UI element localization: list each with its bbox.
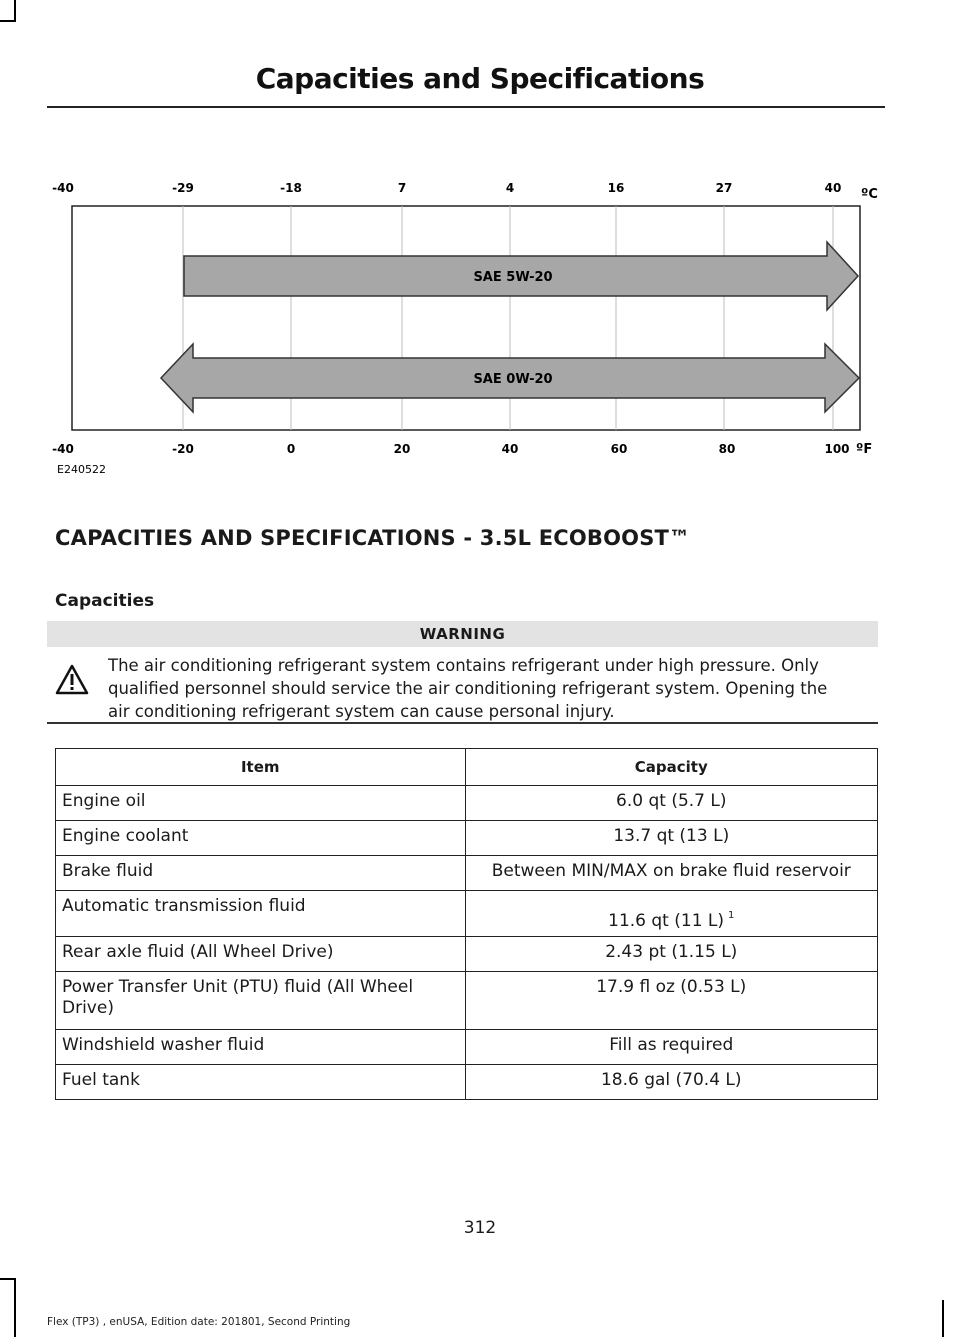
subsection-heading: Capacities (55, 591, 155, 611)
section-heading: CAPACITIES AND SPECIFICATIONS - 3.5L ECOBOOST™ (55, 526, 691, 550)
table-row (56, 891, 878, 937)
warning-divider (47, 722, 878, 724)
footnote-marker: 1 (728, 910, 735, 921)
item-cell: Windshield washer fluid (56, 1030, 466, 1065)
celsius-tick-label: 7 (397, 181, 407, 195)
crop-mark (14, 0, 16, 22)
crop-mark (14, 1278, 16, 1337)
oil-viscosity-diagram (52, 170, 885, 490)
celsius-tick-label: 27 (715, 181, 733, 195)
item-cell: Rear axle fluid (All Wheel Drive) (56, 937, 466, 972)
fahrenheit-tick-label: 40 (501, 442, 519, 456)
header-divider (47, 106, 885, 108)
capacities-table (55, 748, 878, 1100)
fahrenheit-tick-label: -40 (52, 442, 74, 456)
page-number: 312 (463, 1218, 497, 1238)
table-row (56, 786, 878, 821)
crop-mark (0, 1278, 16, 1280)
capacity-cell: 18.6 gal (70.4 L) (465, 1065, 877, 1100)
capacity-cell: 17.9 fl oz (0.53 L) (465, 972, 877, 1030)
crop-mark (0, 20, 16, 22)
fahrenheit-tick-label: 20 (393, 442, 411, 456)
capacity-cell: 13.7 qt (13 L) (465, 821, 877, 856)
warning-banner: WARNING (47, 621, 878, 647)
capacity-cell: Between MIN/MAX on brake fluid reservoir (465, 856, 877, 891)
capacity-cell: 2.43 pt (1.15 L) (465, 937, 877, 972)
fahrenheit-tick-label: -20 (172, 442, 194, 456)
table-row (56, 1065, 878, 1100)
crop-mark (942, 1300, 944, 1337)
item-cell: Fuel tank (56, 1065, 466, 1100)
item-cell: Engine oil (56, 786, 466, 821)
sae-5w20-label: SAE 5W-20 (473, 270, 553, 285)
table-row (56, 821, 878, 856)
capacity-cell: 6.0 qt (5.7 L) (465, 786, 877, 821)
column-header-capacity: Capacity (465, 749, 877, 786)
capacity-value: 11.6 qt (11 L) (608, 911, 725, 931)
sae-0w20-label: SAE 0W-20 (473, 372, 553, 387)
celsius-tick-label: -40 (52, 181, 74, 195)
warning-triangle-icon (55, 664, 89, 696)
fahrenheit-tick-label: 100 (824, 442, 850, 456)
page-header-title: Capacities and Specifications (255, 62, 705, 95)
warning-text: The air conditioning refrigerant system contains refrigerant under high pressure. Only qualified personnel should service the air conditioning refrigerant system. Opening the air conditioning refrigerant system can cause personal injury. (108, 656, 828, 721)
table-row (56, 1030, 878, 1065)
fahrenheit-unit-label: ºF (856, 442, 873, 457)
item-cell: Power Transfer Unit (PTU) fluid (All Wheel Drive) (56, 972, 466, 1030)
celsius-tick-label: -18 (280, 181, 302, 195)
celsius-tick-label: 16 (607, 181, 625, 195)
table-row (56, 972, 878, 1030)
capacity-cell: Fill as required (465, 1030, 877, 1065)
image-code: E240522 (57, 463, 106, 476)
celsius-tick-label: 4 (505, 181, 515, 195)
fahrenheit-tick-label: 60 (610, 442, 628, 456)
footer-edition-info: Flex (TP3) , enUSA, Edition date: 201801, Second Printing (47, 1316, 351, 1328)
item-cell: Engine coolant (56, 821, 466, 856)
table-row (56, 937, 878, 972)
fahrenheit-tick-label: 0 (286, 442, 296, 456)
item-cell: Automatic transmission fluid (56, 891, 466, 937)
celsius-tick-label: 40 (824, 181, 842, 195)
celsius-tick-label: -29 (172, 181, 194, 195)
capacity-cell (465, 891, 877, 937)
column-header-item: Item (56, 749, 466, 786)
fahrenheit-tick-label: 80 (718, 442, 736, 456)
celsius-unit-label: ºC (861, 187, 878, 202)
item-cell: Brake fluid (56, 856, 466, 891)
table-row (56, 856, 878, 891)
table-header-row (56, 749, 878, 786)
